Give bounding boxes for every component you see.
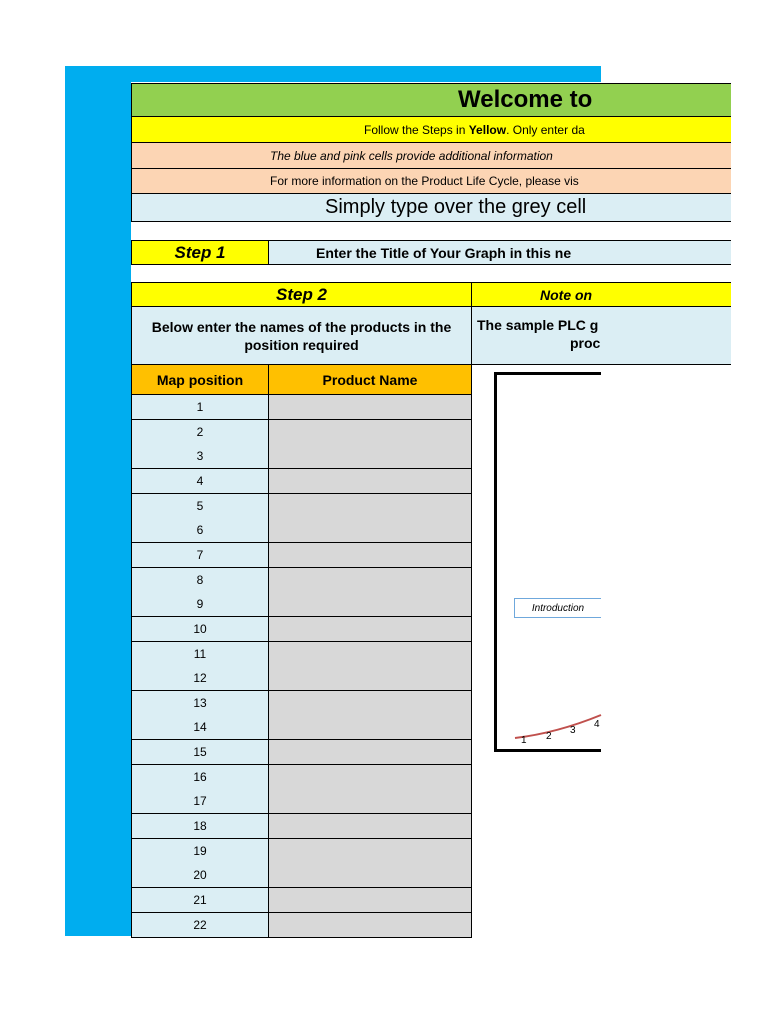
map-position-cell: 4 bbox=[131, 469, 269, 494]
note-label: Note on bbox=[472, 282, 731, 307]
product-name-input[interactable] bbox=[269, 765, 472, 790]
product-name-input[interactable] bbox=[269, 592, 472, 617]
graph-title-input[interactable]: Enter the Title of Your Graph in this ne bbox=[269, 240, 731, 265]
page-title: Welcome to bbox=[131, 83, 731, 117]
product-name-input[interactable] bbox=[269, 666, 472, 691]
product-name-input[interactable] bbox=[269, 691, 472, 716]
map-position-cell: 17 bbox=[131, 789, 269, 814]
plc-curve bbox=[515, 715, 601, 738]
instruction-prefix: Follow the Steps in bbox=[364, 122, 469, 137]
product-name-input[interactable] bbox=[269, 863, 472, 888]
plc-chart-svg bbox=[497, 375, 604, 749]
left-border-strip bbox=[65, 66, 131, 936]
point-label-3: 3 bbox=[570, 725, 576, 736]
map-position-cell: 13 bbox=[131, 691, 269, 716]
map-position-cell: 15 bbox=[131, 740, 269, 765]
step2-description: Below enter the names of the products in the position required bbox=[131, 307, 472, 365]
map-position-cell: 10 bbox=[131, 617, 269, 642]
map-position-cell: 7 bbox=[131, 543, 269, 568]
product-name-input[interactable] bbox=[269, 518, 472, 543]
product-name-input[interactable] bbox=[269, 814, 472, 839]
product-name-input[interactable] bbox=[269, 839, 472, 864]
map-position-cell: 11 bbox=[131, 642, 269, 667]
map-position-cell: 19 bbox=[131, 839, 269, 864]
instruction-bold: Yellow bbox=[468, 122, 507, 137]
product-name-input[interactable] bbox=[269, 715, 472, 740]
instruction-row bbox=[131, 117, 731, 143]
note-line-2: proc bbox=[570, 335, 601, 351]
step2-label: Step 2 bbox=[131, 282, 472, 307]
plc-chart[interactable] bbox=[494, 372, 601, 752]
instruction-suffix: . Only enter da bbox=[506, 122, 585, 137]
note-description bbox=[472, 307, 731, 365]
map-position-cell: 20 bbox=[131, 863, 269, 888]
product-name-input[interactable] bbox=[269, 888, 472, 913]
simply-type-banner: Simply type over the grey cell bbox=[131, 194, 731, 222]
map-position-cell: 5 bbox=[131, 494, 269, 519]
note-line-1: The sample PLC g bbox=[477, 317, 599, 333]
point-label-2: 2 bbox=[546, 731, 552, 742]
product-name-input[interactable] bbox=[269, 568, 472, 593]
point-label-1: 1 bbox=[521, 735, 527, 746]
map-position-cell: 2 bbox=[131, 420, 269, 445]
map-position-cell: 21 bbox=[131, 888, 269, 913]
product-name-input[interactable] bbox=[269, 789, 472, 814]
product-name-input[interactable] bbox=[269, 543, 472, 568]
product-name-input[interactable] bbox=[269, 469, 472, 494]
product-name-input[interactable] bbox=[269, 395, 472, 420]
product-name-input[interactable] bbox=[269, 444, 472, 469]
map-position-cell: 16 bbox=[131, 765, 269, 790]
product-name-input[interactable] bbox=[269, 642, 472, 667]
stage-label-introduction: Introduction bbox=[514, 598, 601, 618]
column-header-map-position: Map position bbox=[131, 365, 269, 395]
column-header-product-name: Product Name bbox=[269, 365, 472, 395]
product-name-input[interactable] bbox=[269, 494, 472, 519]
step1-label: Step 1 bbox=[131, 240, 269, 265]
point-label-4: 4 bbox=[594, 719, 600, 730]
map-position-cell: 14 bbox=[131, 715, 269, 740]
product-name-input[interactable] bbox=[269, 740, 472, 765]
map-position-cell: 18 bbox=[131, 814, 269, 839]
map-position-cell: 12 bbox=[131, 666, 269, 691]
info-cells-note: The blue and pink cells provide additional information bbox=[131, 143, 731, 169]
product-name-input[interactable] bbox=[269, 913, 472, 938]
product-name-input[interactable] bbox=[269, 617, 472, 642]
map-position-cell: 22 bbox=[131, 913, 269, 938]
map-position-cell: 8 bbox=[131, 568, 269, 593]
map-position-cell: 9 bbox=[131, 592, 269, 617]
map-position-cell: 1 bbox=[131, 395, 269, 420]
more-info-note: For more information on the Product Life Cycle, please vis bbox=[131, 169, 731, 194]
product-name-input[interactable] bbox=[269, 420, 472, 445]
map-position-cell: 6 bbox=[131, 518, 269, 543]
top-border-strip bbox=[131, 66, 601, 82]
map-position-cell: 3 bbox=[131, 444, 269, 469]
